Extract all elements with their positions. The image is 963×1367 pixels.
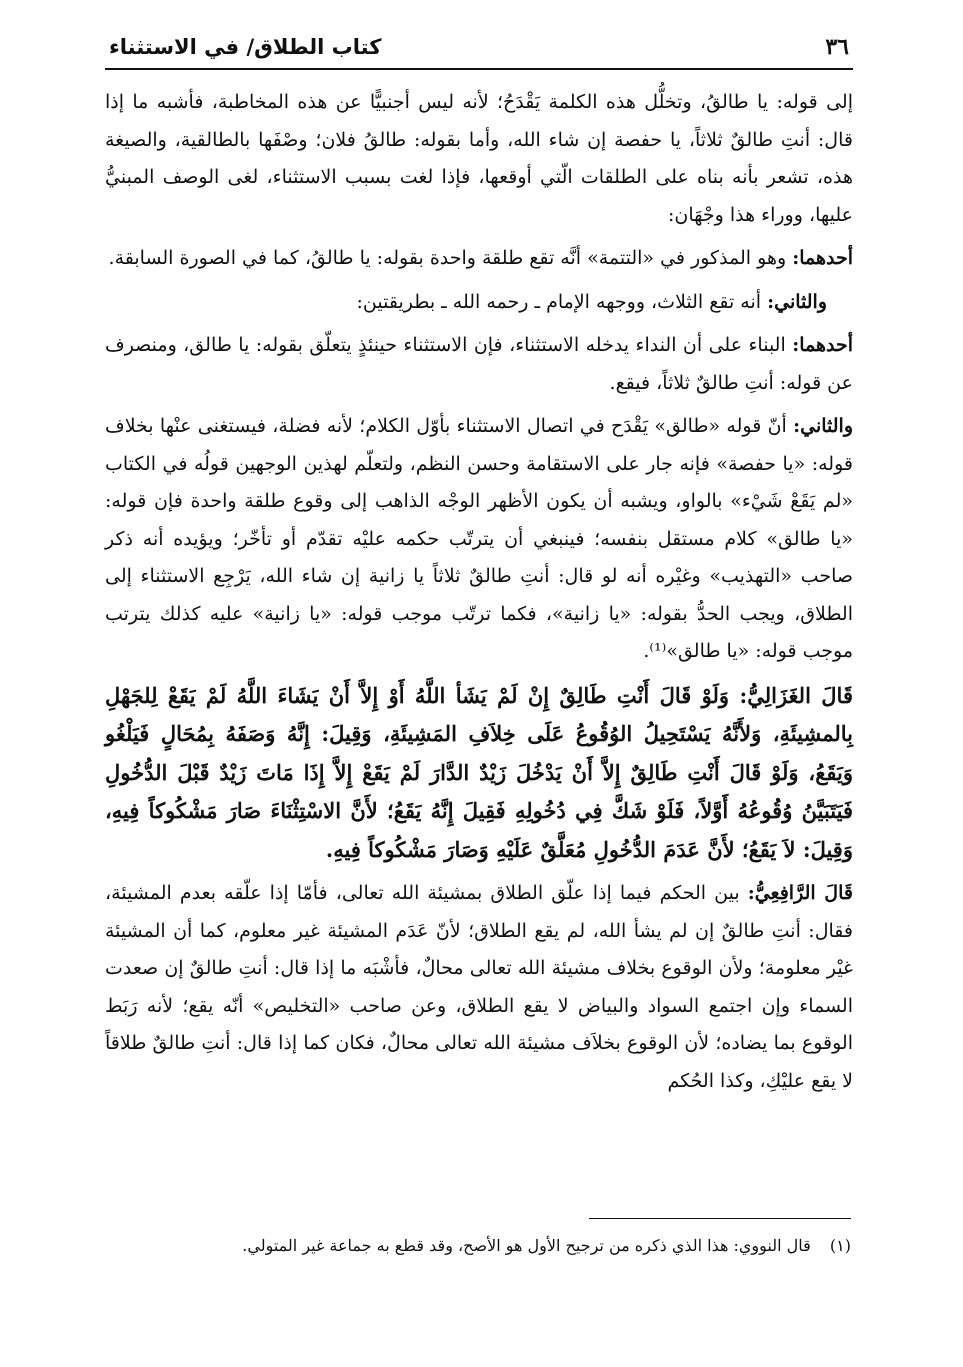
commentary-text: بين الحكم فيما إذا علّق الطلاق بمشيئة الله تعالى، فأمّا إذا علّقه بعدم المشيئة، فقال: أنتِ طالقٌ إن لم يشأ الله، لم يقع الطلاق؛ لأنّ عَدَم المشيئة غير معلوم، كما أن المشيئة غيْر معلومة؛ ولأن الوقوع بخلاف مشيئة الله تعالى محالٌ، فأشْبَه ما إذا قال: أنتِ طالقٌ إن صعدت السماء وإن اجتمع السواد والبياض لا يقع الطلاق، وعن صاحب «التخليص» أنّه يقع؛ لأنه رَبَط الوقوع بما يضاده؛ لأن الوقوع بخلاَف مشيئة الله تعالى محالٌ، فكان كما إذا قال: أنتِ طالقٌ طلاقاً لا يقع عليْكِ، وكذا الحُكم [105, 882, 853, 1092]
paragraph [105, 327, 853, 402]
page-number: ٣٦ [825, 34, 849, 60]
main-text [105, 84, 853, 1100]
paragraph-text: البناء على أن النداء يدخله الاستثناء، فإن الاستثناء حينئذٍ يتعلّق بقوله: يا طالق، ومنصرف عن قوله: أنتِ طالقٌ ثلاثاً، فيقع. [105, 334, 853, 394]
paragraph-text: أنه تقع الثلاث، ووجهه الإمام ـ رحمه الله ـ بطريقتين: [356, 290, 768, 313]
paragraph-text: إلى قوله: يا طالقُ، وتخلُّل هذه الكلمة يَقْدَحُ؛ لأنه ليس أجنبيًّا عن هذه المخاطبة، فأشبه ما إذا قال: أنتِ طالقٌ ثلاثاً، يا حفصة إن شاء الله، وأما بقوله: طالقُ فلان؛ وصْفَها بالطالقية، والصيغة هذه، تشعر بأنه بناه على الطلقات الّتي أوقعها، فإذا لغت بسبب الاستثناء، لغى الوصف المبنيُّ عليها، ووراء هذا وجْهَان: [105, 91, 853, 226]
footnote-text: قال النووي: هذا الذي ذكره من ترجيح الأول هو الأصح، وقد قطع به جماعة غير المتولي. [242, 1236, 811, 1255]
paragraph-lead: والثاني: [767, 290, 827, 313]
quote-text: وَلَوْ قَالَ أَنْتِ طَالِقٌ إِنْ لَمْ يَشَأ اللَّهُ أَوْ إِلاَّ أَنْ يَشَاءَ اللَّهُ لَمْ يَقَعْ لِلجَهْلِ بِالمشِيئَةِ، وَلأَنَّهُ يَسْتَحِيلُ الوُقُوعُ عَلَى خِلاَفِ المَشِيئَةِ، وَقِيلَ: إِنَّهُ وَصَفَهُ بِمُحَالٍ فَيَلْغُو وَيَقَعُ، وَلَوْ قَالَ أَنْتِ طَالِقٌ إِلاَّ أَنْ يَدْخُلَ زَيْدٌ الدَّارَ لَمْ يَقَعْ إِلاَّ إِذَا مَاتَ زَيْدٌ قَبْلَ الدُّخُولِ فَيَتَبَيَّنُ وُقُوعُهُ أَوَّلاً، فَلَوْ شَكَّ فِي دُخُولِهِ فَقِيلَ إِنَّهُ يَقَعُ؛ لأَنَّ الاسْتِثْنَاءَ صَارَ مَشْكُوكاً فِيهِ، وَقِيلَ: لاَ يَقَعُ؛ لأَنَّ عَدَمَ الدُّخُولِ مُعَلَّقٌ عَلَيْهِ وَصَارَ مَشْكُوكاً فِيهِ. [105, 682, 853, 862]
commentary-lead: قَالَ الرَّافِعِيُّ: [747, 882, 853, 904]
paragraph-lead: والثاني: [793, 415, 853, 437]
paragraph-text: وهو المذكور في «التتمة» أنَّه تقع طلقة واحدة بقوله: يا طالقُ، كما في الصورة السابقة. [108, 247, 793, 269]
quote-lead: قَالَ الغَزَالِيُّ: [739, 682, 853, 708]
footnote [105, 1232, 851, 1260]
rafii-commentary [105, 875, 853, 1100]
page-header [105, 30, 853, 70]
paragraph [105, 84, 853, 234]
paragraph [105, 408, 853, 671]
paragraph [105, 284, 853, 322]
running-title: كتاب الطلاق/ في الاستثناء [109, 35, 382, 59]
footnote-divider [589, 1218, 851, 1219]
paragraph-lead: أحدهما: [792, 247, 853, 269]
paragraph-text: أنّ قوله «طالق» يَقْدَح في اتصال الاستثناء بأوّل الكلام؛ لأنه فضلة، فيستغنى عنْها بخلاف قوله: «يا حفصة» فإنه جار على الاستقامة وحسن النظم، ولتعلّم لهذين الوجهين قولُه في الكتاب «لم يَقَعْ شَيْء» بالواو، ويشبه أن يكون الأظهر الوجْه الذاهب إلى وقوع طلقة واحدة فإن قوله: «يا طالق» كلام مستقل بنفسه؛ فينبغي أن يترتّب حكمه عليْه تقدّم أو تأخّر؛ ويؤيده أنه ذكر صاحب «التهذيب» وغيْره أنه لو قال: أنتِ طالقٌ ثلاثاً يا زانية إن شاء الله، يَرْجِع الاستثناء إلى الطلاق، ويجب الحدُّ بقوله: «يا زانية»، فكما ترتّب موجب قوله: «يا زانية» عليه كذلك يترتب موجب قوله: «يا طالق»⁽¹⁾. [105, 415, 853, 662]
paragraph [105, 240, 853, 278]
paragraph-lead: أحدهما: [792, 334, 853, 356]
ghazali-quote [105, 677, 853, 870]
footnote-number: (١) [829, 1236, 851, 1255]
